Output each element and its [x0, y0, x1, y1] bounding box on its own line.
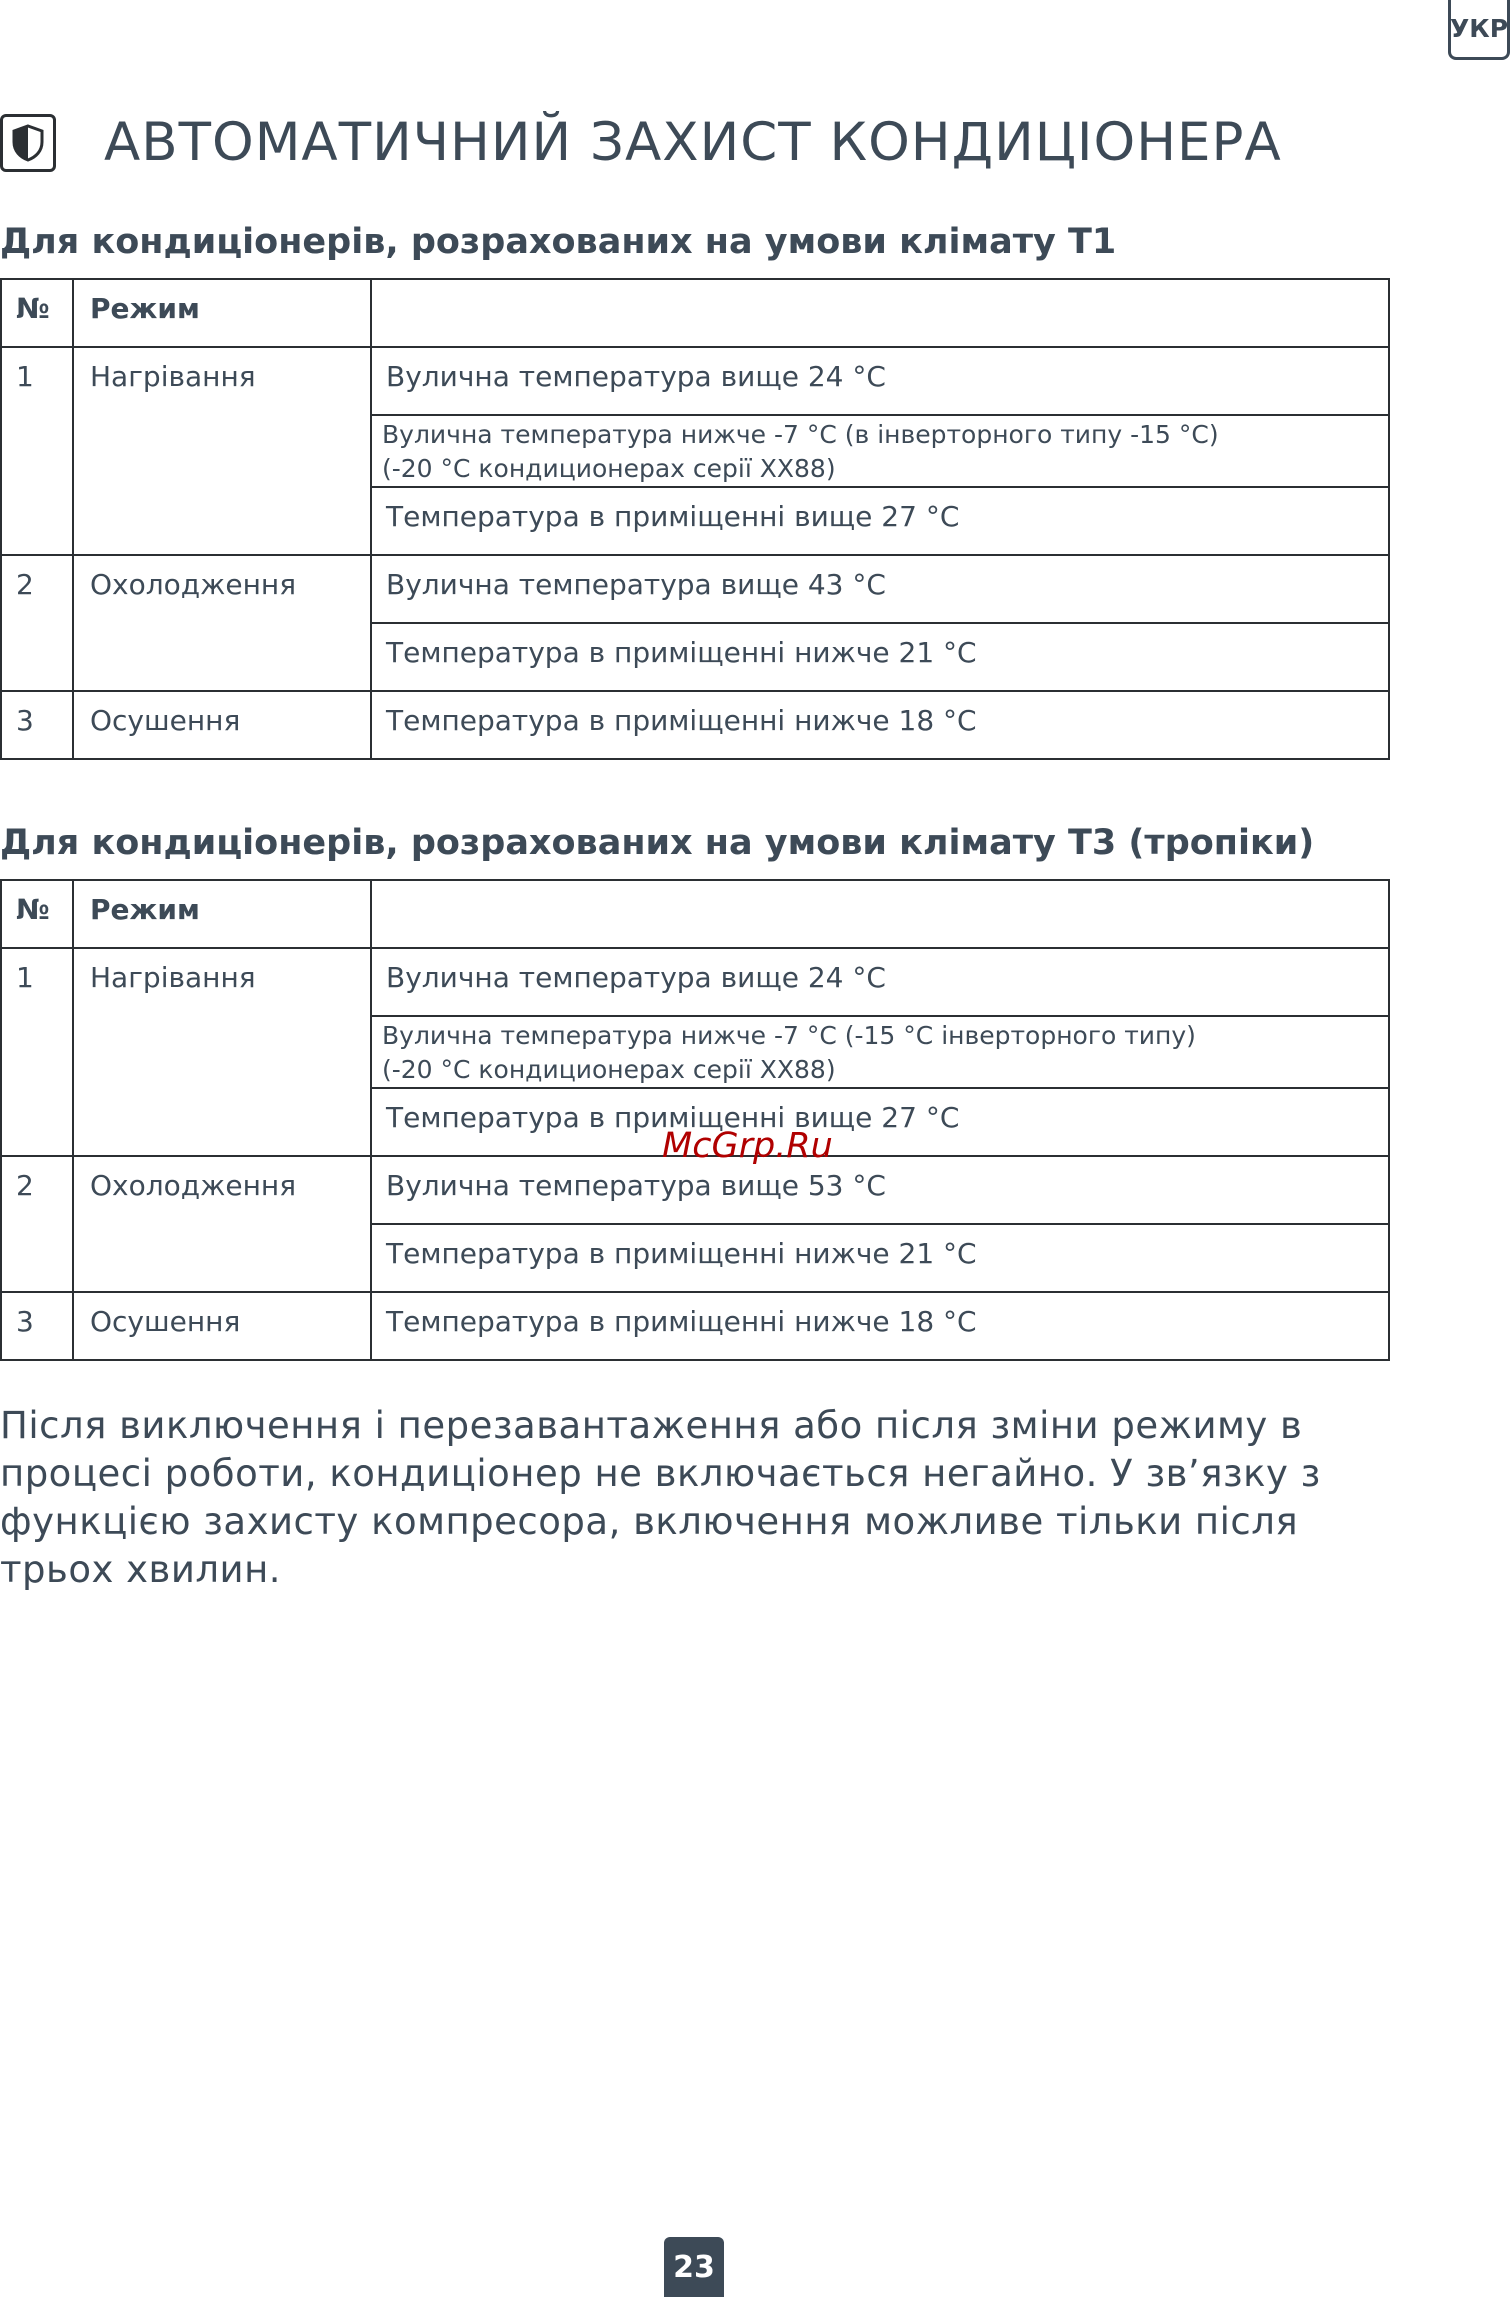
- header-num: №: [1, 880, 73, 948]
- header-num: №: [1, 279, 73, 347]
- shield-icon: [0, 114, 56, 172]
- condition-cell: Температура в приміщенні нижче 21 °C: [371, 1224, 1389, 1292]
- condition-cell: Температура в приміщенні вище 27 °C: [371, 1088, 1389, 1156]
- condition-cell: Вулична температура вище 24 °C: [371, 347, 1389, 415]
- title-row: [0, 112, 1282, 173]
- condition-cell: Вулична температура нижче -7 °C (-15 °C інверторного типу) (-20 °C кондиционерах серії XX88): [371, 1016, 1389, 1088]
- row-mode: Нагрівання: [73, 948, 371, 1156]
- header-conditions: [371, 880, 1389, 948]
- header-conditions: [371, 279, 1389, 347]
- condition-cell: Вулична температура нижче -7 °C (в інверторного типу -15 °C) (-20 °C кондиционерах серії XX88): [371, 415, 1389, 487]
- header-mode: Режим: [73, 279, 371, 347]
- language-tab: УКР: [1448, 0, 1510, 60]
- condition-cell: Температура в приміщенні нижче 21 °C: [371, 623, 1389, 691]
- row-mode: Нагрівання: [73, 347, 371, 555]
- body-paragraph: Після виключення і перезавантаження або після зміни режиму в процесі роботи, кондиціонер не включається негайно. У зв’язку з функцією захисту компресора, включення можливе тільки після трьох хвилин.: [0, 1404, 1321, 1591]
- condition-cell: Вулична температура вище 53 °C: [371, 1156, 1389, 1224]
- row-num: 2: [1, 1156, 73, 1292]
- row-num: 3: [1, 1292, 73, 1360]
- row-num: 1: [1, 948, 73, 1156]
- watermark: McGrp.Ru: [662, 1126, 833, 1166]
- row-num: 3: [1, 691, 73, 759]
- row-mode: Охолодження: [73, 1156, 371, 1292]
- condition-cell: Температура в приміщенні вище 27 °C: [371, 487, 1389, 555]
- table-2-subtitle: Для кондиціонерів, розрахованих на умови клімату Т3 (тропіки): [0, 823, 1315, 863]
- page-title: АВТОМАТИЧНИЙ ЗАХИСТ КОНДИЦІОНЕРА: [104, 112, 1282, 173]
- row-mode: Осушення: [73, 1292, 371, 1360]
- condition-cell: Вулична температура вище 43 °C: [371, 555, 1389, 623]
- condition-cell: Температура в приміщенні нижче 18 °C: [371, 1292, 1389, 1360]
- header-mode: Режим: [73, 880, 371, 948]
- row-mode: Охолодження: [73, 555, 371, 691]
- row-num: 1: [1, 347, 73, 555]
- condition-cell: Температура в приміщенні нижче 18 °C: [371, 691, 1389, 759]
- row-mode: Осушення: [73, 691, 371, 759]
- table-t1: [0, 278, 1390, 760]
- table-t3: [0, 879, 1390, 1361]
- table-1-subtitle: Для кондиціонерів, розрахованих на умови клімату Т1: [0, 222, 1117, 262]
- condition-cell: Вулична температура вище 24 °C: [371, 948, 1389, 1016]
- row-num: 2: [1, 555, 73, 691]
- page-number: 23: [664, 2237, 724, 2297]
